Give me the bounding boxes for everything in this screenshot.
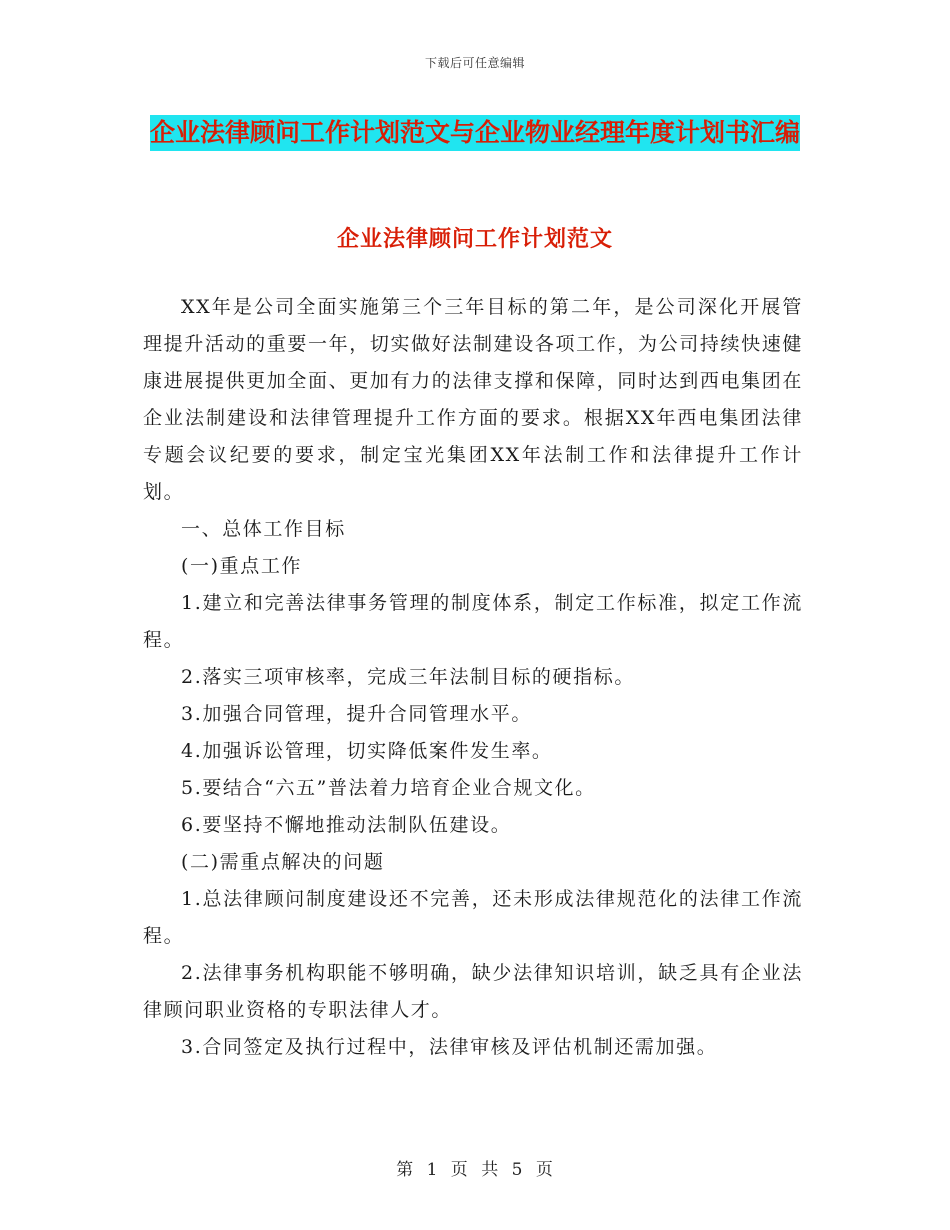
list-item: 6.要坚持不懈地推动法制队伍建设。 [181,814,512,836]
document-title-text: 企业法律顾问工作计划范文与企业物业经理年度计划书汇编 [150,115,800,151]
heading-level-1: 一、总体工作目标 [181,518,346,540]
heading-level-2: (二)需重点解决的问题 [181,851,385,873]
list-item: 2.落实三项审核率，完成三年法制目标的硬指标。 [181,666,635,688]
list-item: 4.加强诉讼管理，切实降低案件发生率。 [181,740,553,762]
document-title [150,108,800,158]
section-title: 企业法律顾问工作计划范文 [336,226,613,252]
list-item: 1.建立和完善法律事务管理的制度体系，制定工作标准，拟定工作流程。 [143,592,803,651]
paragraph: XX年是公司全面实施第三个三年目标的第二年，是公司深化开展管理提升活动的重要一年，切实做好法制建设各项工作，为公司持续快速健康进展提供更加全面、更加有力的法律支撑和保障，同时达到西电集团在企业法制建设和法律管理提升工作方面的要求。根据XX年西电集团法律专题会议纪要的要求，制定宝光集团XX年法制工作和法律提升工作计划。 [143,296,803,503]
document-body [143,289,803,1066]
list-item: 3.合同签定及执行过程中，法律审核及评估机制还需加强。 [181,1036,718,1058]
page-footer: 第 1 页 共 5 页 [396,1160,554,1180]
header-note: 下载后可任意编辑 [424,56,525,70]
list-item: 1.总法律顾问制度建设还不完善，还未形成法律规范化的法律工作流程。 [143,888,803,947]
list-item: 5.要结合“六五”普法着力培育企业合规文化。 [181,777,596,799]
list-item: 2.法律事务机构职能不够明确，缺少法律知识培训，缺乏具有企业法律顾问职业资格的专职法律人才。 [143,962,803,1021]
list-item: 3.加强合同管理，提升合同管理水平。 [181,703,532,725]
heading-level-2: (一)重点工作 [181,555,303,577]
